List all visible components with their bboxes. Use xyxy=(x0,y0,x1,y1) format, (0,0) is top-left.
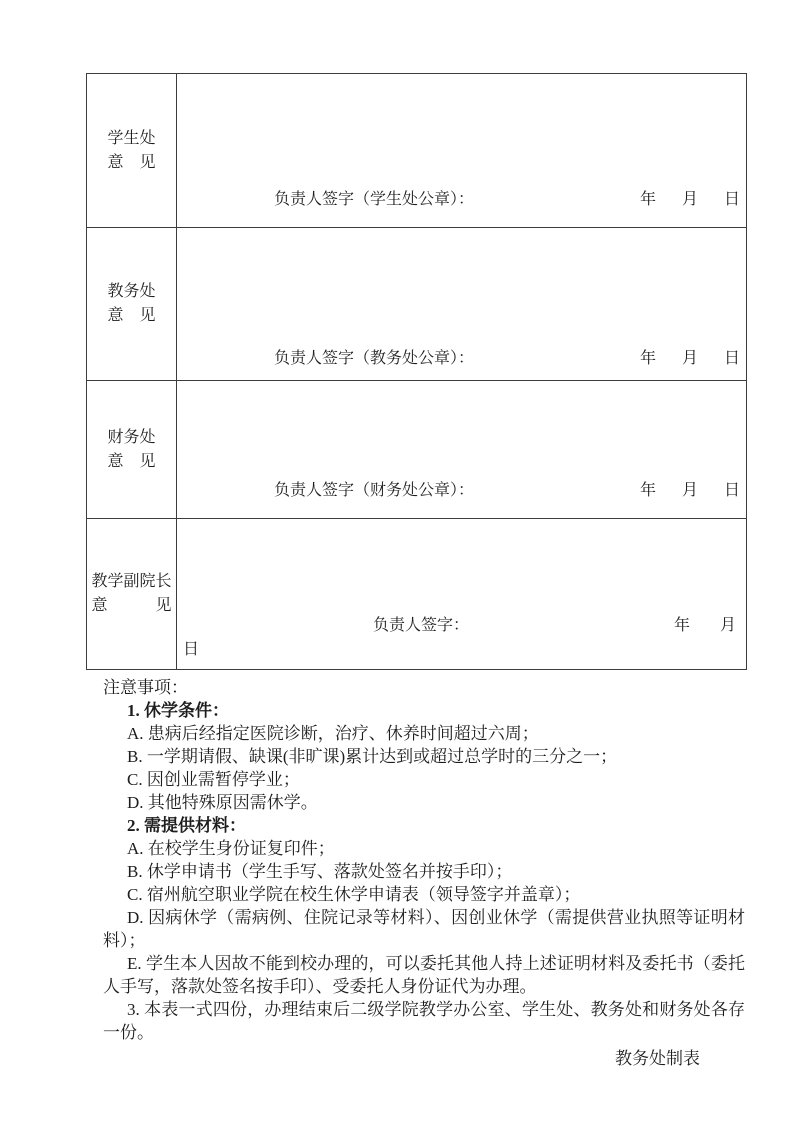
date-month: 月 xyxy=(681,482,698,499)
notes-cond-a: A. 患病后经指定医院诊断，治疗、休养时间超过六周； xyxy=(127,724,539,743)
opinion-label: 意 见 xyxy=(91,597,172,614)
notes-cond-b: B. 一学期请假、缺课(非旷课)累计达到或超过总学时的三分之一； xyxy=(127,747,618,766)
date-day-wrapped: 日 xyxy=(183,641,200,658)
opinion-label: 意 见 xyxy=(107,153,156,171)
notes-heading: 注意事项： xyxy=(103,678,188,697)
opinion-area-vice-dean xyxy=(177,519,747,670)
table-maker-label: 教务处制表 xyxy=(615,1049,700,1068)
date-month: 月 xyxy=(719,617,736,634)
dept-name: 学生处 xyxy=(107,129,156,147)
dept-label-box xyxy=(91,570,171,618)
notes-item3: 3. 本表一式四份，办理结束后二级学院教学办公室、学生处、教务处和财务处各存一份。 xyxy=(103,1000,745,1042)
notes-cond-d: D. 其他特殊原因需休学。 xyxy=(127,793,318,812)
dept-name: 财务处 xyxy=(107,428,156,446)
dept-label-box xyxy=(107,280,155,328)
dept-name: 教学副院长 xyxy=(91,573,172,590)
signature-label: 负责人签字（教务处公章）： xyxy=(274,350,475,367)
date-fields xyxy=(640,480,740,502)
opinion-label: 意 见 xyxy=(107,307,156,324)
notes-cond-c: C. 因创业需暂停学业； xyxy=(127,770,300,789)
date-year: 年 xyxy=(639,482,656,499)
signature-label: 负责人签字： xyxy=(373,617,470,634)
table-row-student-affairs xyxy=(87,74,747,228)
date-fields xyxy=(640,189,740,211)
notes-section1-title: 1. 休学条件： xyxy=(127,701,229,720)
dept-label-student-affairs xyxy=(87,74,177,228)
date-fields xyxy=(640,348,740,370)
notes-mat-e: E. 学生本人因故不能到校办理的，可以委托其他人持上述证明材料及委托书（委托人手写，落款处签名按手印）、受委托人身份证代为办理。 xyxy=(103,954,745,996)
notes-section2-title: 2. 需提供材料： xyxy=(127,816,246,835)
opinion-area-student-affairs xyxy=(177,74,747,228)
dept-label-academic-affairs xyxy=(87,228,177,381)
date-day: 日 xyxy=(723,191,740,208)
signature-label: 负责人签字（学生处公章）： xyxy=(274,191,475,208)
date-year: 年 xyxy=(639,191,656,208)
notes-section xyxy=(103,676,745,1070)
dept-label-vice-dean xyxy=(87,519,177,670)
dept-label-box xyxy=(107,127,155,175)
opinion-area-academic-affairs xyxy=(177,228,747,381)
notes-mat-b: B. 休学申请书（学生手写、落款处签名并按手印）； xyxy=(127,862,513,881)
date-year: 年 xyxy=(639,350,656,367)
date-fields xyxy=(674,615,736,637)
date-day: 日 xyxy=(723,350,740,367)
opinion-label: 意 见 xyxy=(107,452,156,470)
table-row-finance xyxy=(87,381,747,519)
dept-name: 教务处 xyxy=(107,283,156,300)
opinion-area-finance xyxy=(177,381,747,519)
dept-label-box xyxy=(107,426,155,474)
notes-mat-a: A. 在校学生身份证复印件； xyxy=(127,839,335,858)
notes-mat-c: C. 宿州航空职业学院在校生休学申请表（领导签字并盖章）； xyxy=(127,885,581,904)
approval-table xyxy=(86,73,747,670)
date-month: 月 xyxy=(681,191,698,208)
notes-mat-d: D. 因病休学（需病例、住院记录等材料）、因创业休学（需提供营业执照等证明材料）； xyxy=(103,908,745,950)
table-row-academic-affairs xyxy=(87,228,747,381)
date-year: 年 xyxy=(673,617,690,634)
dept-label-finance xyxy=(87,381,177,519)
date-day: 日 xyxy=(723,482,740,499)
signature-label: 负责人签字（财务处公章）： xyxy=(274,482,475,499)
date-month: 月 xyxy=(681,350,698,367)
table-row-vice-dean xyxy=(87,519,747,670)
